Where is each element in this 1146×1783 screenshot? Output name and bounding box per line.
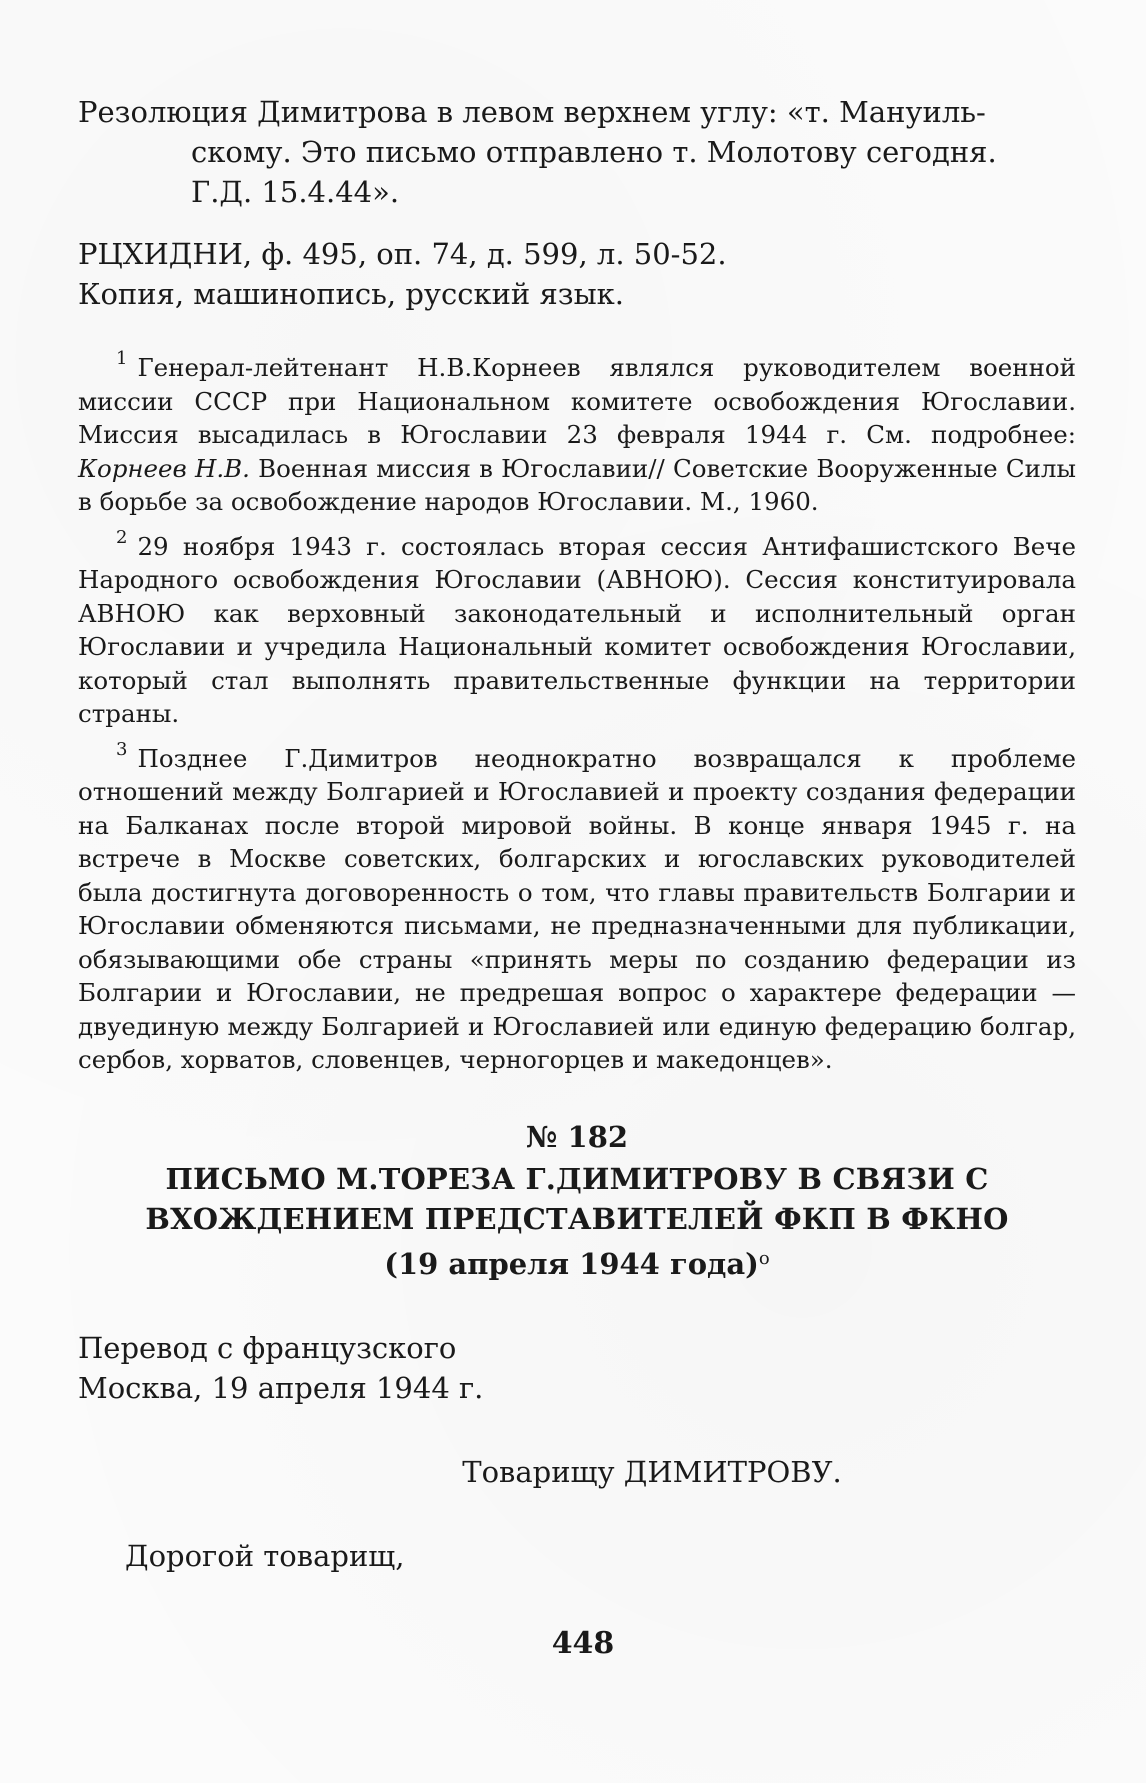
footnote-1-text-a: Генерал-лейтенант Н.В.Корнеев являлся руководителем военной миссии СССР при Национальном комитете освобождения Югославии. Миссия высадилась в Югославии 23 февраля 1944 г. См. подробнее: [78, 353, 1076, 449]
footnote-3 [78, 733, 1076, 1077]
copy-note: Копия, машинопись, русский язык. [78, 277, 624, 311]
footnote-3-text: Позднее Г.Димитров неоднократно возвращался к проблеме отношений между Болгарией и Югославией и проекту создания федерации на Балканах после второй мировой войны. В конце января 1945 г. на встрече в Москве советских, болгарских и югославских руководителей была достигнута договоренность о том, что главы правительств Болгарии и Югославии обменяются письмами, не предназначенными для публикации, обязывающими обе страны «принять меры по созданию федерации из Болгарии и Югославии, не предрешая вопрос о характере федерации — двуединую между Болгарией и Югославией или единую федерацию болгар, сербов, хорватов, словенцев, черногорцев и македонцев». [78, 743, 1076, 1074]
resolution-line-3: Г.Д. 15.4.44». [191, 175, 400, 209]
document-title [78, 1159, 1076, 1239]
resolution-line-1: Резолюция Димитрова в левом верхнем углу: «т. Мануиль- [78, 95, 986, 129]
archival-source [78, 234, 1076, 314]
page-number: 448 [551, 1626, 615, 1661]
archive-reference: РЦХИДНИ, ф. 495, оп. 74, д. 599, л. 50-52. [78, 237, 727, 271]
footnote-1-number: 1 [116, 348, 128, 369]
place-date: Москва, 19 апреля 1944 г. [78, 1370, 484, 1405]
footnote-3-number: 3 [116, 738, 128, 760]
resolution-note [78, 92, 1076, 212]
footnote-2 [78, 521, 1076, 731]
footnote-1 [78, 342, 1076, 519]
document-meta [78, 1328, 1076, 1408]
document-title-line-2: ВХОЖДЕНИЕМ ПРЕДСТАВИТЕЛЕЙ ФКП В ФКНО [145, 1201, 1009, 1236]
document-date-text: (19 апреля 1944 года) [384, 1246, 759, 1281]
document-title-line-1: ПИСЬМО М.ТОРЕЗА Г.ДИМИТРОВУ В СВЯЗИ С [165, 1161, 989, 1196]
footnote-1-text-b: Военная миссия в Югославии// Советские Вооруженные Силы в борьбе за освобождение народов Югославии. М., 1960. [78, 453, 1076, 516]
footnote-2-text: 29 ноября 1943 г. состоялась вторая сессия Антифашистского Вече Народного освобождения Югославии (АВНОЮ). Сессия конституировала АВНОЮ как верховный законодательный и исполнительный орган Югославии и учредила Национальный комитет освобождения Югославии, который стал выполнять правительственные функции на территории страны. [78, 531, 1076, 728]
document-number: № 182 [525, 1119, 629, 1154]
footnotes [78, 342, 1076, 1077]
salutation: Дорогой товарищ, [125, 1538, 405, 1573]
document-date-mark: о [758, 1247, 770, 1269]
footnote-2-number: 2 [116, 526, 128, 548]
addressee: Товарищу ДИМИТРОВУ. [462, 1454, 842, 1489]
translation-note: Перевод с французского [78, 1330, 457, 1365]
document-date [78, 1239, 1076, 1284]
page-content [78, 92, 1076, 1576]
resolution-line-2: скому. Это письмо отправлено т. Молотову сегодня. [191, 135, 997, 169]
footnote-1-italic: Корнеев Н.В. [78, 453, 250, 483]
